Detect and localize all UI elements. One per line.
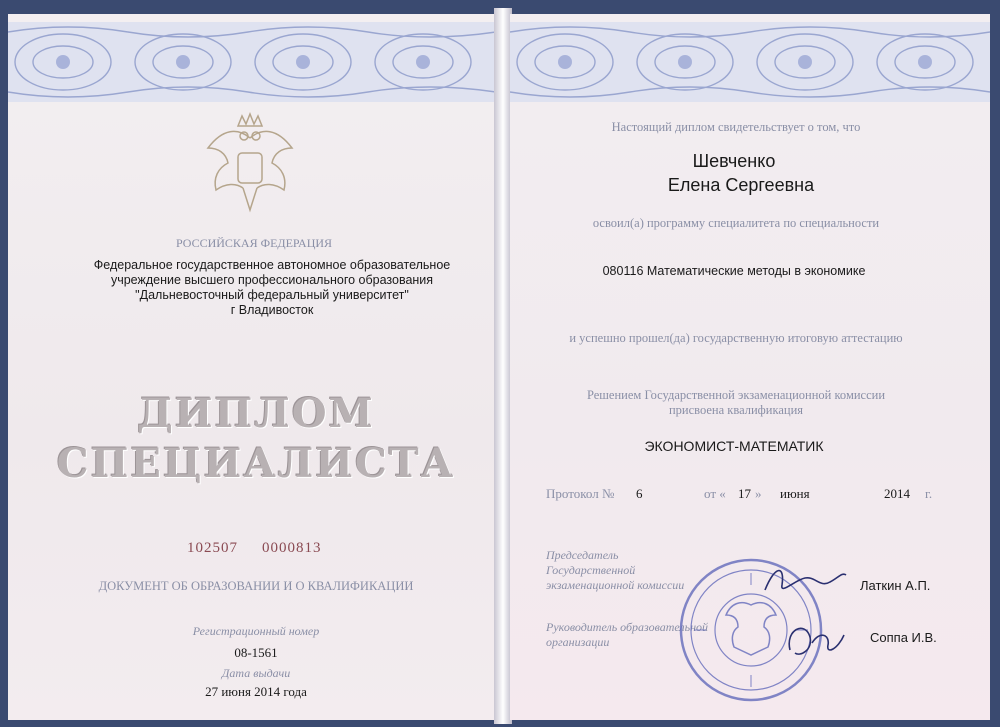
registration-label: Регистрационный номер (192, 624, 320, 638)
chair-label-line-1: Председатель (546, 548, 619, 562)
head-label-line-2: организации (546, 635, 610, 649)
protocol-day: 17 (738, 486, 751, 501)
decision-line-1: Решением Государственной экзаменационной комиссии (586, 388, 886, 402)
specialty: 080116 Математические методы в экономике (602, 264, 866, 278)
chair-label-line-2: Государственной (546, 563, 636, 577)
graduate-name: Елена Сергеевна (667, 175, 815, 195)
chair-signature-icon (760, 560, 850, 600)
intro-text: Настоящий диплом свидетельствует о том, что (611, 120, 861, 134)
institution-line-4: г Владивосток (230, 303, 314, 317)
diploma-title-line-2: СПЕЦИАЛИСТА (56, 440, 456, 487)
program-label: освоил(а) программу специалитета по специальности (592, 216, 880, 230)
head-signature-icon (780, 615, 850, 665)
chair-label-line-3: экзаменационной комиссии (546, 578, 685, 592)
institution-line-1: Федеральное государственное автономное образовательное (93, 258, 451, 272)
registration-number: 08-1561 (234, 645, 278, 660)
protocol-close-quote: » (755, 486, 762, 501)
attestation-text: и успешно прошел(да) государственную итоговую аттестацию (569, 331, 903, 345)
institution-line-2: учреждение высшего профессионального образования (110, 273, 434, 287)
issue-date-label: Дата выдачи (221, 666, 291, 680)
country-name: РОССИЙСКАЯ ФЕДЕРАЦИЯ (175, 236, 333, 250)
qualification: ЭКОНОМИСТ-МАТЕМАТИК (644, 438, 824, 454)
institution-line-3: "Дальневосточный федеральный университет" (135, 288, 409, 302)
issue-date: 27 июня 2014 года (205, 684, 307, 699)
security-pattern-band (8, 22, 496, 102)
coat-of-arms-emblem-icon (198, 108, 302, 220)
chair-name: Латкин А.П. (860, 578, 931, 593)
document-type: ДОКУМЕНТ ОБ ОБРАЗОВАНИИ И О КВАЛИФИКАЦИИ (98, 579, 414, 593)
serial-series: 102507 (187, 540, 238, 556)
decision-line-2: присвоена квалификация (668, 403, 804, 417)
protocol-label: Протокол № (546, 486, 615, 501)
graduate-surname: Шевченко (692, 151, 776, 171)
head-label-line-1: Руководитель образовательной (546, 620, 709, 634)
protocol-month: июня (780, 486, 810, 501)
protocol-year: 2014 (884, 486, 910, 501)
head-name: Соппа И.В. (870, 630, 937, 645)
protocol-number: 6 (636, 486, 643, 501)
diploma-title-line-1: ДИПЛОМ (137, 390, 375, 437)
protocol-from: от « (704, 486, 726, 501)
serial-number: 0000813 (262, 540, 322, 556)
security-pattern-band-right (510, 22, 990, 102)
protocol-year-suffix: г. (925, 486, 933, 501)
